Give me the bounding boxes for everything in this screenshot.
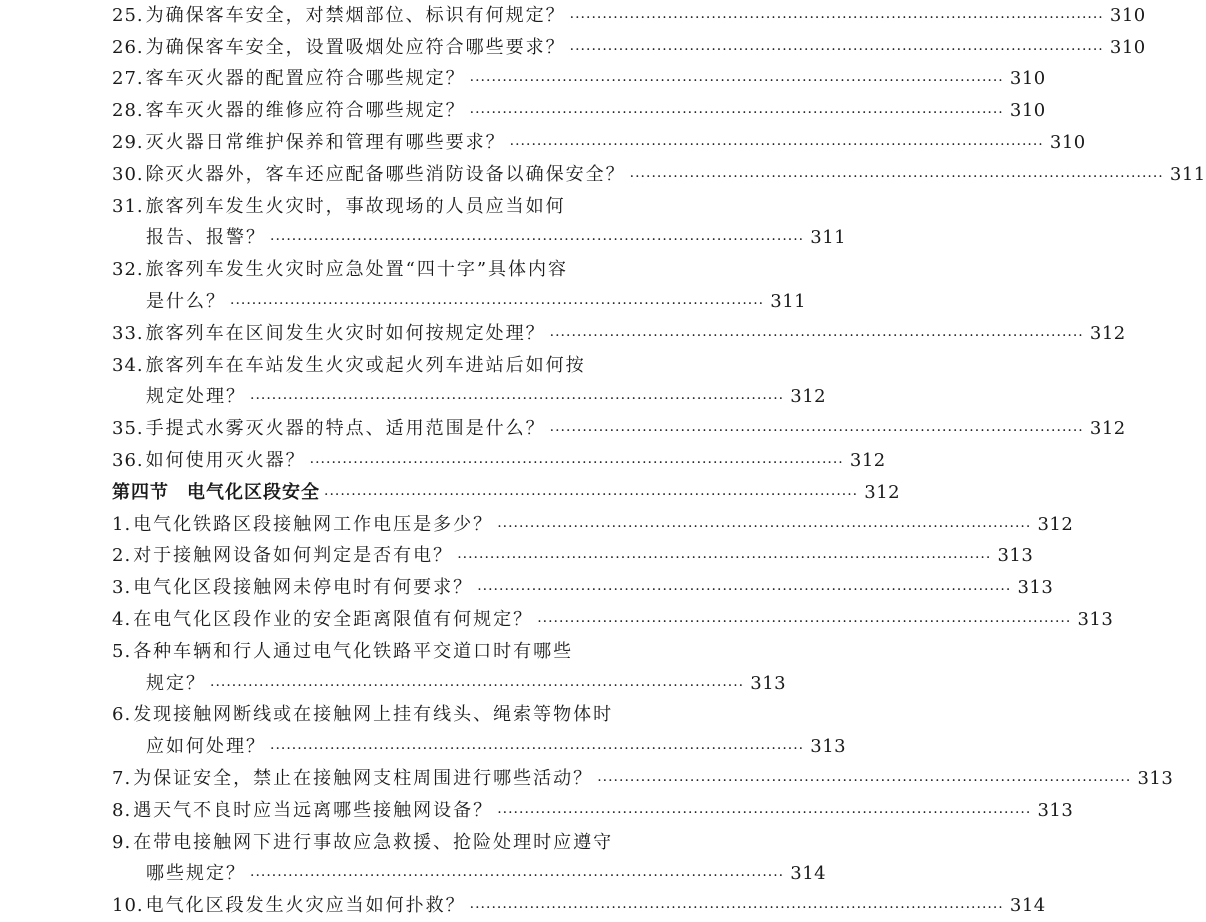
toc-entry-34-cont[interactable] [112,382,827,414]
toc-entry-2[interactable] [112,541,1034,573]
toc-entry-30[interactable] [112,159,1206,191]
toc-entry-text: 9. 在带电接触网下进行事故应急救援、抢险处理时应遵守 [112,831,614,853]
toc-entry-text: 10. 电气化区段发生火灾应当如何扑救？ [112,895,466,917]
toc-entry-9-cont[interactable] [112,859,827,891]
toc-entry-text: 哪些规定？ [146,863,246,885]
toc-entry-text: 28. 客车灭火器的维修应符合哪些规定？ [112,100,466,122]
toc-entry-34[interactable] [112,350,712,382]
toc-entry-29[interactable] [112,127,1086,159]
page-number: 310 [1109,36,1146,58]
page-number: 312 [1089,418,1126,440]
toc-entry-text: 8. 遇天气不良时应当远离哪些接触网设备？ [112,799,494,821]
page-number: 312 [1037,513,1074,535]
toc-entry-28[interactable] [112,95,1046,127]
page-number: 311 [770,291,807,313]
toc-entry-10[interactable] [112,890,1046,922]
toc-entry-1[interactable] [112,509,1074,541]
page-number: 311 [810,227,847,249]
dot-leader: ·································································································· [230,296,765,313]
dot-leader: ·································································································· [469,73,1004,90]
dot-leader: ·································································································· [477,582,1012,599]
toc-entry-text: 27. 客车灭火器的配置应符合哪些规定？ [112,68,466,90]
toc-entry-text: 规定？ [146,672,206,694]
page-number: 313 [1077,609,1114,631]
dot-leader: ·································································································· [509,137,1044,154]
toc-entry-5[interactable] [112,636,712,668]
toc-entry-text: 36. 如何使用灭火器？ [112,450,306,472]
section-label: 第四节 [112,481,169,503]
page-number: 312 [849,450,886,472]
toc-entry-text: 29. 灭火器日常维护保养和管理有哪些要求？ [112,132,506,154]
dot-leader: ·································································································· [497,518,1032,535]
toc-entry-text: 4. 在电气化区段作业的安全距离限值有何规定？ [112,609,534,631]
page-number: 310 [1009,100,1046,122]
section-heading-text [112,481,320,503]
toc-entry-32[interactable] [112,254,712,286]
page-number: 313 [1017,577,1054,599]
dot-leader: ·································································································· [549,423,1084,440]
toc-entry-text: 报告、报警？ [146,227,266,249]
dot-leader: ·································································································· [569,41,1104,58]
page-number: 313 [1137,768,1174,790]
toc-entry-4[interactable] [112,604,1114,636]
page-number: 312 [864,481,901,503]
toc-entry-text: 应如何处理？ [146,736,266,758]
toc-section-heading[interactable] [112,477,901,509]
toc-entry-text: 规定处理？ [146,386,246,408]
dot-leader: ·································································································· [537,614,1072,631]
toc-entry-6[interactable] [112,700,712,732]
page-number: 313 [810,736,847,758]
toc-entry-6-cont[interactable] [112,731,847,763]
toc-entry-text: 2. 对于接触网设备如何判定是否有电？ [112,545,454,567]
page-number: 313 [997,545,1034,567]
toc-entry-32-cont[interactable] [112,286,807,318]
page-number: 312 [1089,322,1126,344]
toc-entry-36[interactable] [112,445,886,477]
toc-entry-text: 5. 各种车辆和行人通过电气化铁路平交道口时有哪些 [112,640,574,662]
page-number: 310 [1049,132,1086,154]
page-number: 311 [1169,163,1206,185]
toc-entry-text: 35. 手提式水雾灭火器的特点、适用范围是什么？ [112,418,546,440]
dot-leader: ·································································································· [457,550,992,567]
section-title: 电气化区段安全 [187,481,320,503]
toc-entry-text: 32. 旅客列车发生火灾时应急处置“四十字”具体内容 [112,259,569,281]
page-number: 310 [1109,4,1146,26]
dot-leader: ·································································································· [469,105,1004,122]
toc-entry-3[interactable] [112,572,1054,604]
page-number: 312 [790,386,827,408]
dot-leader: ·································································································· [250,868,785,885]
toc-entry-31-cont[interactable] [112,223,847,255]
dot-leader: ·································································································· [324,486,859,503]
page-number: 314 [790,863,827,885]
toc-entry-26[interactable] [112,32,1146,64]
page-number: 313 [750,672,787,694]
toc-entry-text: 25. 为确保客车安全，对禁烟部位、标识有何规定？ [112,4,566,26]
toc-entry-7[interactable] [112,763,1174,795]
toc-entry-25[interactable] [112,0,1146,32]
toc-entry-8[interactable] [112,795,1074,827]
toc-entry-33[interactable] [112,318,1126,350]
page-number: 310 [1009,68,1046,90]
page-number: 314 [1009,895,1046,917]
toc-entry-text: 34. 旅客列车在车站发生火灾或起火列车进站后如何按 [112,354,586,376]
dot-leader: ·································································································· [597,773,1132,790]
toc-entry-9[interactable] [112,827,712,859]
toc-entry-text: 1. 电气化铁路区段接触网工作电压是多少？ [112,513,494,535]
dot-leader: ·································································································· [569,9,1104,26]
toc-entry-text: 7. 为保证安全，禁止在接触网支柱周围进行哪些活动？ [112,768,594,790]
toc-entry-27[interactable] [112,64,1046,96]
dot-leader: ·································································································· [469,900,1004,917]
toc-entry-text: 是什么？ [146,291,226,313]
dot-leader: ·································································································· [270,741,805,758]
dot-leader: ·································································································· [250,391,785,408]
page-number: 313 [1037,799,1074,821]
dot-leader: ·································································································· [270,232,805,249]
toc-entry-text: 31. 旅客列车发生火灾时，事故现场的人员应当如何 [112,195,566,217]
toc-entry-5-cont[interactable] [112,668,787,700]
dot-leader: ·································································································· [629,168,1164,185]
toc-entry-text: 6. 发现接触网断线或在接触网上挂有线头、绳索等物体时 [112,704,614,726]
dot-leader: ·································································································· [309,455,844,472]
toc-entry-text: 3. 电气化区段接触网未停电时有何要求？ [112,577,474,599]
toc-entry-31[interactable] [112,191,712,223]
toc-entry-35[interactable] [112,413,1126,445]
table-of-contents [112,0,1206,922]
toc-entry-text: 26. 为确保客车安全，设置吸烟处应符合哪些要求？ [112,36,566,58]
dot-leader: ·································································································· [210,677,745,694]
toc-entry-text: 33. 旅客列车在区间发生火灾时如何按规定处理？ [112,322,546,344]
dot-leader: ·································································································· [549,327,1084,344]
toc-entry-text: 30. 除灭火器外，客车还应配备哪些消防设备以确保安全？ [112,163,626,185]
dot-leader: ·································································································· [497,804,1032,821]
